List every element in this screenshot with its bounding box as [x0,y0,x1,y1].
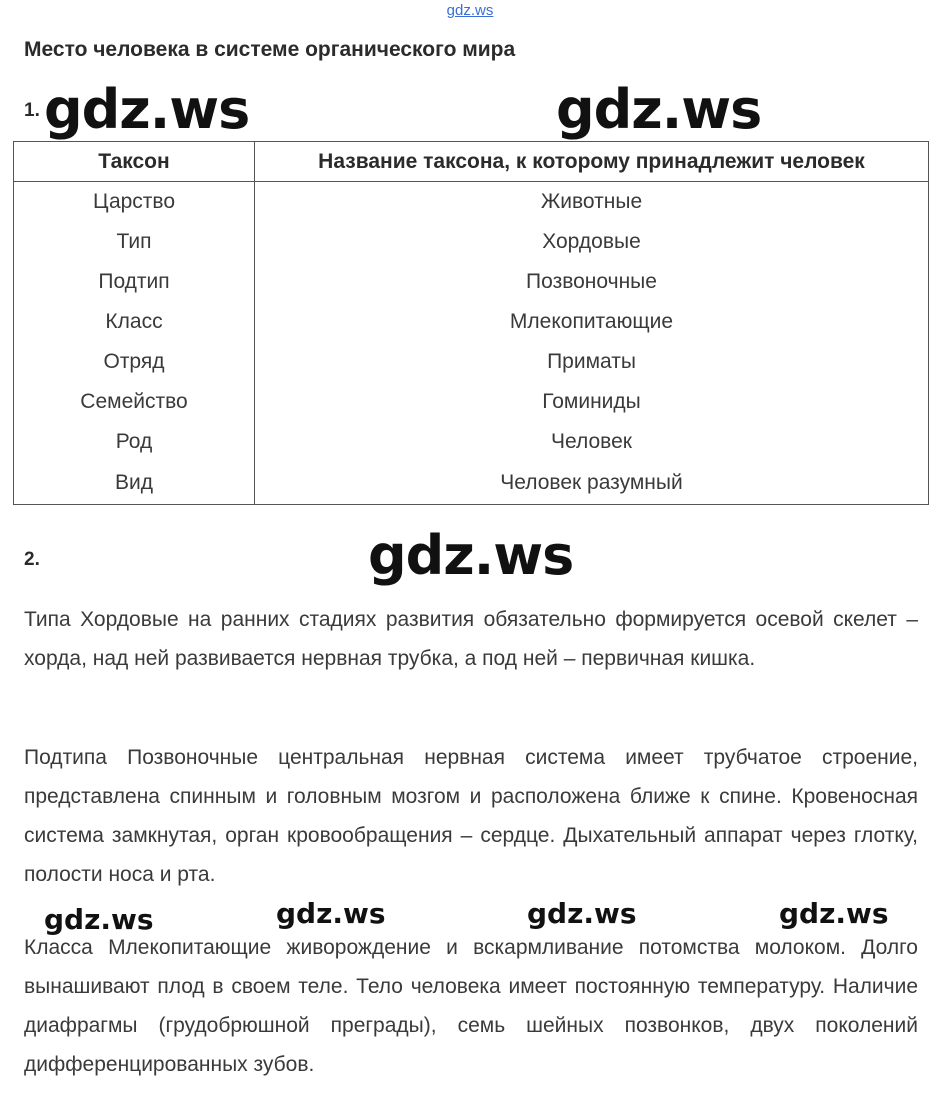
table-row [14,222,929,262]
watermark: gdz.ws [556,78,762,141]
column-header-taxon-name: Название таксона, к которому принадлежит человек [255,142,929,182]
column-header-taxon: Таксон [14,142,255,182]
table-row [14,302,929,342]
taxon-name: Позвоночные [255,262,929,302]
taxon-rank: Класс [14,302,255,342]
taxon-name: Человек [255,422,929,462]
page-title: Место человека в системе органического мира [24,38,516,61]
watermark: gdz.ws [779,897,889,930]
taxon-name: Приматы [255,342,929,382]
table-row [14,342,929,382]
table-row [14,422,929,462]
table-row [14,262,929,302]
watermark: gdz.ws [368,524,574,587]
watermark: gdz.ws [527,897,637,930]
taxon-rank: Род [14,422,255,462]
taxon-name: Человек разумный [255,462,929,505]
table-header-row [14,142,929,182]
watermark: gdz.ws [44,903,154,936]
paragraph-mammals: Класса Млекопитающие живорождение и вскармливание потомства молоком. Долго вынашивают плод в своем теле. Тело человека имеет постоянную температуру. Наличие диафрагмы (грудобрюшной преграды), семь шейных позвонков, двух поколений дифференцированных зубов. [24,936,918,1076]
watermark: gdz.ws [276,897,386,930]
taxon-name: Хордовые [255,222,929,262]
taxon-name: Гоминиды [255,382,929,422]
watermark: gdz.ws [44,78,250,141]
paragraph-chordates: Типа Хордовые на ранних стадиях развития обязательно формируется осевой скелет – хорда, над ней развивается нервная трубка, а под ней – первичная кишка. [24,608,918,670]
taxon-table [13,141,929,505]
taxon-name: Животные [255,182,929,223]
section-2-number: 2. [24,549,40,570]
taxon-rank: Царство [14,182,255,223]
taxon-rank: Вид [14,462,255,505]
taxon-rank: Тип [14,222,255,262]
table-row [14,462,929,505]
site-link[interactable]: gdz.ws [446,2,494,19]
paragraph-vertebrates: Подтипа Позвоночные центральная нервная система имеет трубчатое строение, представлена спинным и головным мозгом и расположена ближе к спине. Кровеносная система замкнутая, орган кровообращения – сердце. Дыхательный аппарат через глотку, полости носа и рта. [24,746,918,886]
taxon-rank: Семейство [14,382,255,422]
table-row [14,182,929,223]
section-1-number: 1. [24,100,40,121]
taxon-rank: Подтип [14,262,255,302]
table-row [14,382,929,422]
taxon-name: Млекопитающие [255,302,929,342]
taxon-rank: Отряд [14,342,255,382]
